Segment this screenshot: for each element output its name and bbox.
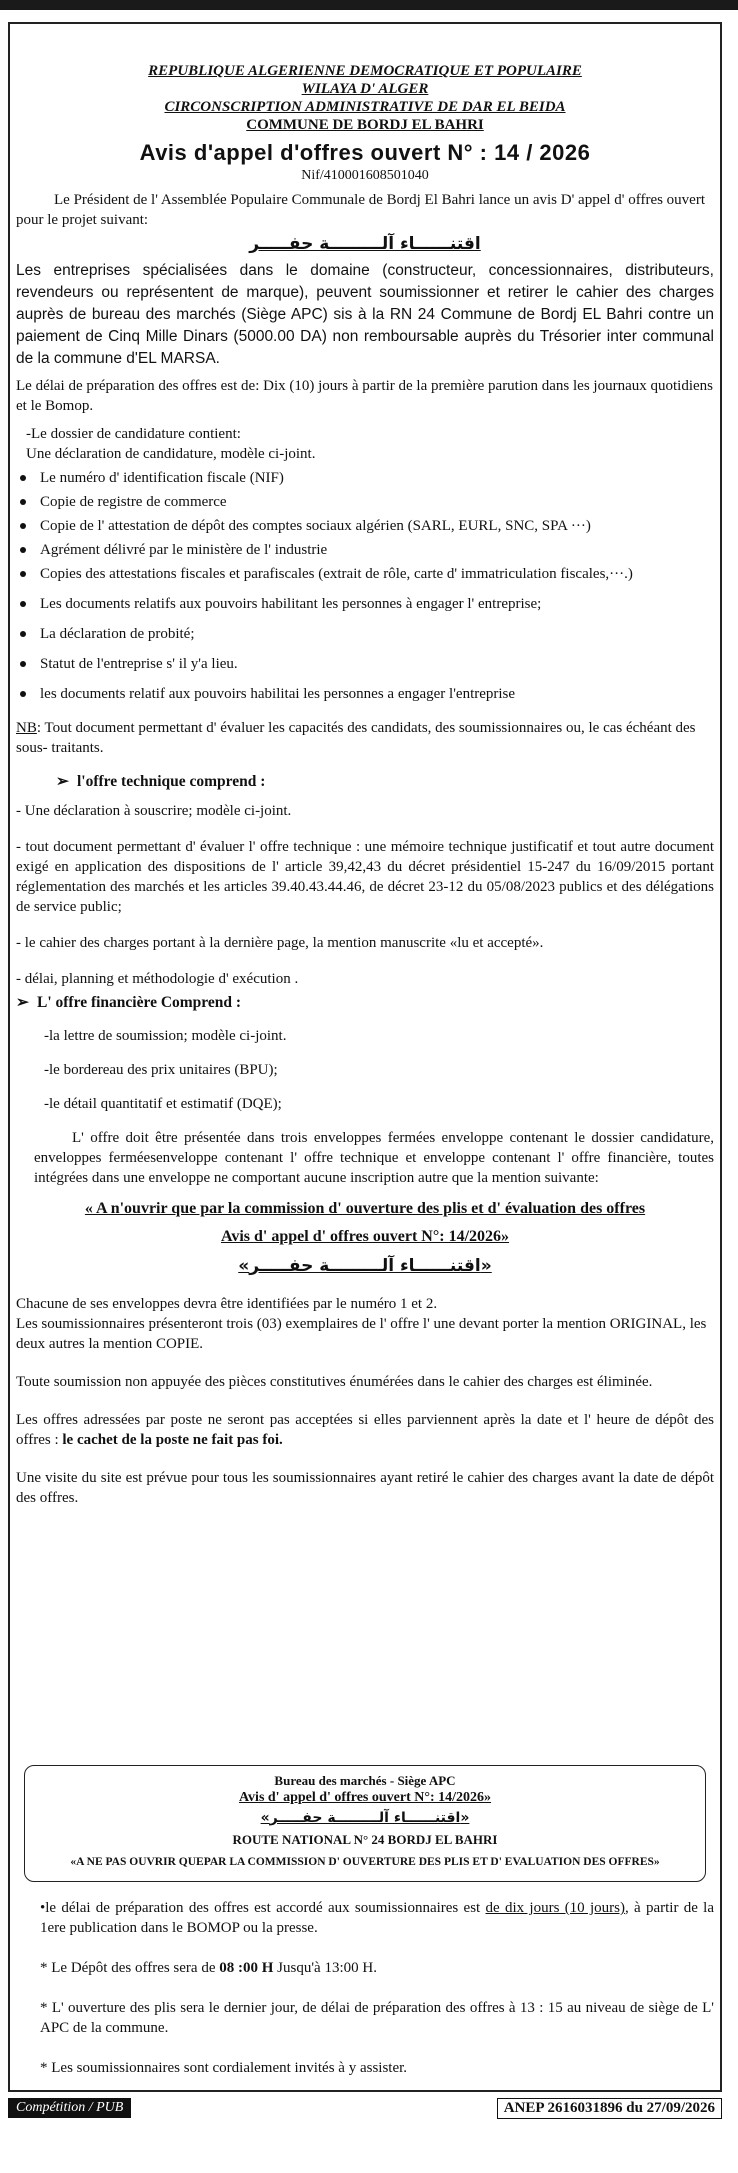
bullet-icon <box>20 547 26 553</box>
list-item <box>40 492 714 512</box>
bullet-icon <box>20 661 26 667</box>
poste-text: Les offres adressées par poste ne seront pas acceptées si elles parviennent après la date et l' heure de dépôt des offres : <box>16 1412 714 1448</box>
box-route: ROUTE NATIONAL N° 24 BORDJ EL BAHRI <box>232 1832 498 1847</box>
conditions-list <box>16 1898 714 2078</box>
competition-label: Compétition / PUB <box>8 2098 131 2118</box>
header-circonscription: CIRCONSCRIPTION ADMINISTRATIVE DE DAR EL BEIDA <box>164 99 566 115</box>
nif-number: Nif/410001608501040 <box>301 168 429 183</box>
condition-item <box>40 1898 714 1938</box>
poste-bold-text: le cachet de la poste ne fait pas foi. <box>62 1432 283 1448</box>
condition-item <box>40 1958 714 1978</box>
technique-title-text: l'offre technique comprend : <box>77 773 266 790</box>
technique-item-2: - tout document permettant d' évaluer l' offre technique : une mémoire technique justificatif et tout autre document exigé en application des dispositions de l' article 39,42,43 du décret présidentiel 15-247 du 16/09/2015 portant réglementation des marchés et les articles 39.40.43.44.46, de décret 23-12 du 05/08/2023 publics et des délégations de service public; <box>16 839 714 915</box>
exemplaires-paragraph: Les soumissionnaires présenteront trois (03) exemplaires de l' offre l' une devant porter la mention ORIGINAL, les deux autres la mention COPIE. <box>16 1316 707 1352</box>
top-black-bar <box>0 0 738 10</box>
bullet-icon <box>20 571 26 577</box>
list-item <box>40 684 714 704</box>
anep-reference: ANEP 2616031896 du 27/09/2026 <box>497 2098 722 2119</box>
list-item-text: Agrément délivré par le ministère de l' industrie <box>40 542 328 558</box>
technique-item-3: - le cahier des charges portant à la dernière page, la mention manuscrite «lu et accepté». <box>16 935 544 951</box>
condition-item: * L' ouverture des plis sera le dernier jour, de délai de préparation des offres à 13 : 15 au niveau de siège de L' APC de la commune. <box>40 2000 714 2036</box>
box-bureau: Bureau des marchés - Siège APC <box>274 1773 456 1788</box>
condition-text: , à partir de la 1ere publication dans le BOMOP ou la presse. <box>40 1900 714 1936</box>
nb-text: : Tout document permettant d' évaluer les capacités des candidats, des soumissionnaires ou, le cas échéant des sous- traitants. <box>16 720 696 756</box>
header-wilaya: WILAYA D' ALGER <box>301 81 429 97</box>
mention-line-1: « A n'ouvrir que par la commission d' ouverture des plis et d' évaluation des offres <box>84 1200 646 1217</box>
list-item-text: La déclaration de probité; <box>40 626 195 642</box>
address-box <box>24 1765 706 1882</box>
visite-paragraph: Une visite du site est prévue pour tous les soumissionnaires ayant retiré le cahier des charges avant la date de dépôt des offres. <box>16 1470 714 1506</box>
nb-paragraph <box>16 718 714 758</box>
bullet-icon <box>20 499 26 505</box>
notice-body <box>16 30 714 2084</box>
header-republique: REPUBLIQUE ALGERIENNE DEMOCRATIQUE ET POPULAIRE <box>148 63 582 79</box>
list-item <box>40 468 714 488</box>
condition-bold: 08 :00 H <box>219 1960 274 1976</box>
notice-frame <box>8 22 722 2092</box>
arrow-right-icon: ➢ <box>16 994 29 1011</box>
technique-item-4: - délai, planning et méthodologie d' exécution . <box>16 971 299 987</box>
enveloppes-paragraph: L' offre doit être présentée dans trois enveloppes fermées enveloppe contenant le dossier candidature, enveloppes ferméesenveloppe contenant l' offre technique et enveloppe contenant l' offre financière, toutes intégrées dans une enveloppe ne comportant aucune inscription autre que la mention suivante: <box>34 1130 714 1186</box>
condition-text: •le délai de préparation des offres est accordé aux soumissionnaires est <box>40 1900 486 1916</box>
page-title: Avis d'appel d'offres ouvert N° : 14 / 2026 <box>139 140 591 165</box>
bullet-icon <box>20 631 26 637</box>
list-item <box>40 654 714 674</box>
bullet-icon <box>20 691 26 697</box>
project-title-arabic: اقتنــــــاء آلـــــــــة حفـــــر <box>249 234 481 254</box>
dossier-intro: Une déclaration de candidature, modèle ci-joint. <box>26 446 316 462</box>
enterprises-paragraph: Les entreprises spécialisées dans le domaine (constructeur, concessionnaires, distributeurs, revendeurs ou représentent de marque), peuvent soumissionner et retirer le cahier des charges auprès de bureau des marchés (Siège APC) sis à la RN 24 Commune de Bordj EL Bahri contre un paiement de Cinq Mille Dinars (5000.00 DA) non remboursable auprès du Trésorier inter communal de la commune d'EL MARSA. <box>16 262 714 367</box>
list-item <box>40 594 714 614</box>
financiere-title-text: L' offre financière Comprend : <box>37 994 242 1011</box>
list-item <box>40 624 714 644</box>
bullet-icon <box>20 601 26 607</box>
box-arabic: «اقتنــــــاء آلـــــــــة حفـــــر» <box>260 1810 470 1826</box>
list-item-text: Le numéro d' identification fiscale (NIF) <box>40 470 284 486</box>
poste-paragraph <box>16 1410 714 1450</box>
intro-paragraph: Le Président de l' Assemblée Populaire Communale de Bordj El Bahri lance un avis D' appel d' offres ouvert pour le projet suivant: <box>16 192 706 228</box>
header-commune: COMMUNE DE BORDJ EL BAHRI <box>246 117 484 133</box>
technique-section-title <box>56 772 714 791</box>
condition-text: Jusqu'à 13:00 H. <box>273 1960 377 1976</box>
list-item-text: Copies des attestations fiscales et parafiscales (extrait de rôle, carte d' immatriculation fiscales,···.) <box>40 566 633 582</box>
identification-paragraph: Chacune de ses enveloppes devra être identifiées par le numéro 1 et 2. <box>16 1296 438 1312</box>
dossier-list <box>16 468 714 704</box>
list-item-text: Copie de registre de commerce <box>40 494 227 510</box>
list-item-text: les documents relatif aux pouvoirs habilitai les personnes a engager l'entreprise <box>40 686 516 702</box>
financiere-section-title <box>16 993 714 1012</box>
financiere-item-3: -le détail quantitatif et estimatif (DQE); <box>44 1096 282 1112</box>
box-mention: «A NE PAS OUVRIR QUEPAR LA COMMISSION D' OUVERTURE DES PLIS ET D' EVALUATION DES OFFRES» <box>70 1856 660 1868</box>
financiere-item-1: -la lettre de soumission; modèle ci-joint. <box>44 1028 287 1044</box>
footer-bar <box>8 2098 722 2122</box>
technique-item-1: - Une déclaration à souscrire; modèle ci-joint. <box>16 803 292 819</box>
mention-arabic: «اقتنــــــاء آلـــــــــة حفـــــر» <box>238 1256 492 1276</box>
list-item-text: Copie de l' attestation de dépôt des comptes sociaux algérien (SARL, EURL, SNC, SPA ···) <box>40 518 591 534</box>
dossier-title: -Le dossier de candidature contient: <box>26 426 241 442</box>
delai-paragraph: Le délai de préparation des offres est de: Dix (10) jours à partir de la première parution dans les journaux quotidiens et le Bomop. <box>16 378 713 414</box>
list-item <box>40 516 714 536</box>
arrow-right-icon: ➢ <box>56 773 69 790</box>
list-item-text: Les documents relatifs aux pouvoirs habilitant les personnes à engager l' entreprise; <box>40 596 542 612</box>
financiere-item-2: -le bordereau des prix unitaires (BPU); <box>44 1062 278 1078</box>
box-avis: Avis d' appel d' offres ouvert N°: 14/2026» <box>238 1790 492 1805</box>
eliminee-paragraph: Toute soumission non appuyée des pièces constitutives énumérées dans le cahier des charges est éliminée. <box>16 1374 653 1390</box>
condition-underlined: de dix jours (10 jours) <box>485 1900 625 1916</box>
condition-item: * Les soumissionnaires sont cordialement invités à y assister. <box>40 2060 408 2076</box>
nb-label: NB <box>16 720 37 736</box>
condition-text: * Le Dépôt des offres sera de <box>40 1960 220 1976</box>
list-item <box>40 564 714 584</box>
list-item <box>40 540 714 560</box>
list-item-text: Statut de l'entreprise s' il y'a lieu. <box>40 656 238 672</box>
mention-line-2: Avis d' appel d' offres ouvert N°: 14/2026» <box>220 1228 510 1245</box>
bullet-icon <box>20 475 26 481</box>
bullet-icon <box>20 523 26 529</box>
